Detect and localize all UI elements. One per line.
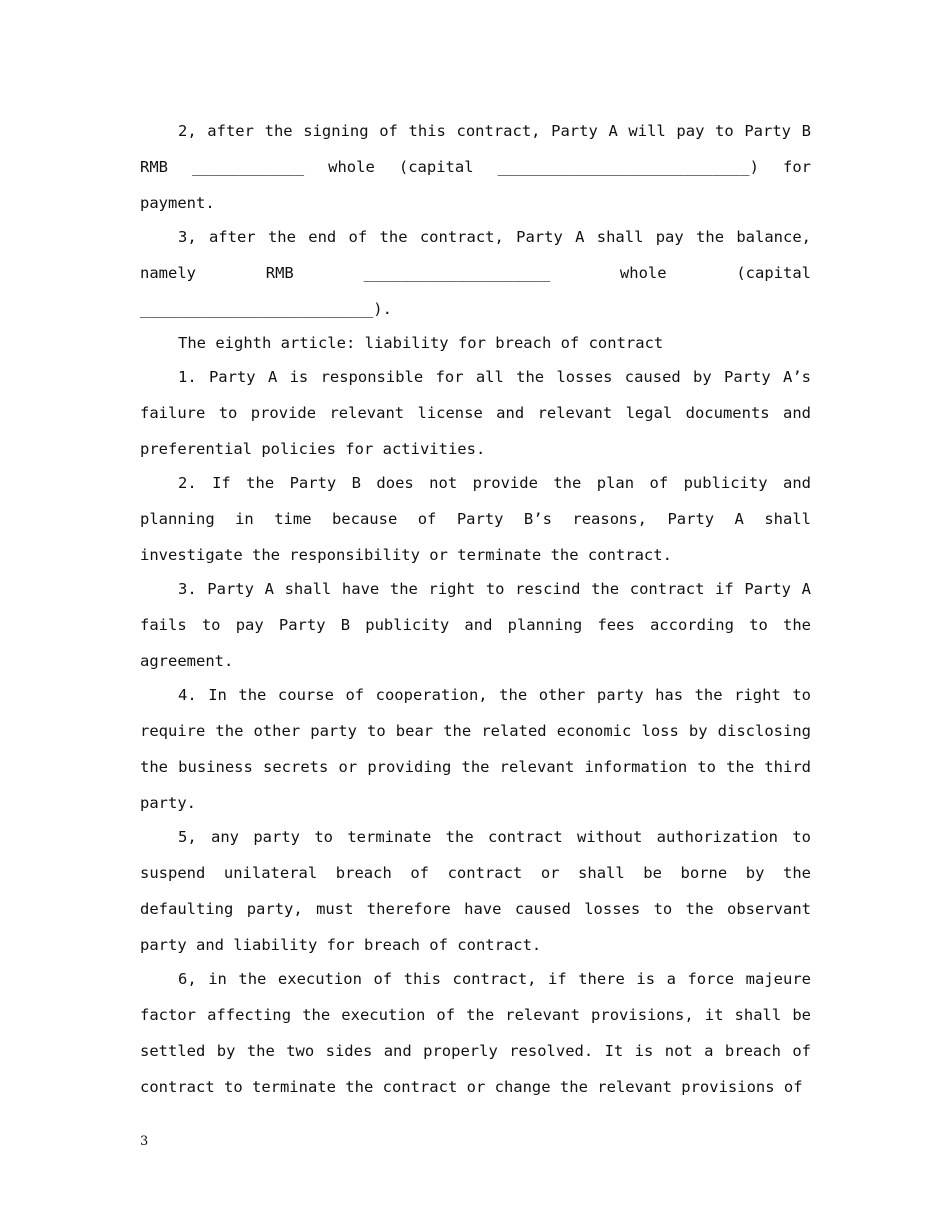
clause-payment-3: 3, after the end of the contract, Party A shall pay the balance, namely RMB ____________________ whole (capital _________________________). [140, 228, 811, 318]
clause-liability-2: 2. If the Party B does not provide the plan of publicity and planning in time because of Party B’s reasons, Party A shall investigate the responsibility or terminate the contract. [140, 474, 811, 564]
document-body [140, 113, 811, 1103]
clause-payment-2: 2, after the signing of this contract, Party A will pay to Party B RMB ____________ whole (capital ___________________________) for payment. [140, 122, 811, 212]
clause-liability-3: 3. Party A shall have the right to rescind the contract if Party A fails to pay Party B publicity and planning fees according to the agreement. [140, 580, 811, 670]
clause-liability-4: 4. In the course of cooperation, the other party has the right to require the other party to bear the related economic loss by disclosing the business secrets or providing the relevant information to the third party. [140, 686, 811, 812]
clause-liability-1: 1. Party A is responsible for all the losses caused by Party A’s failure to provide relevant license and relevant legal documents and preferential policies for activities. [140, 368, 811, 458]
page-number: 3 [140, 1134, 149, 1149]
clause-liability-6: 6, in the execution of this contract, if there is a force majeure factor affecting the execution of the relevant provisions, it shall be settled by the two sides and properly resolved. It is not a breach of contract to terminate the contract or change the relevant provisions of [140, 970, 811, 1096]
clause-liability-5: 5, any party to terminate the contract without authorization to suspend unilateral breach of contract or shall be borne by the defaulting party, must therefore have caused losses to the observant party and liability for breach of contract. [140, 828, 811, 954]
article-eight-heading: The eighth article: liability for breach of contract [178, 334, 664, 352]
